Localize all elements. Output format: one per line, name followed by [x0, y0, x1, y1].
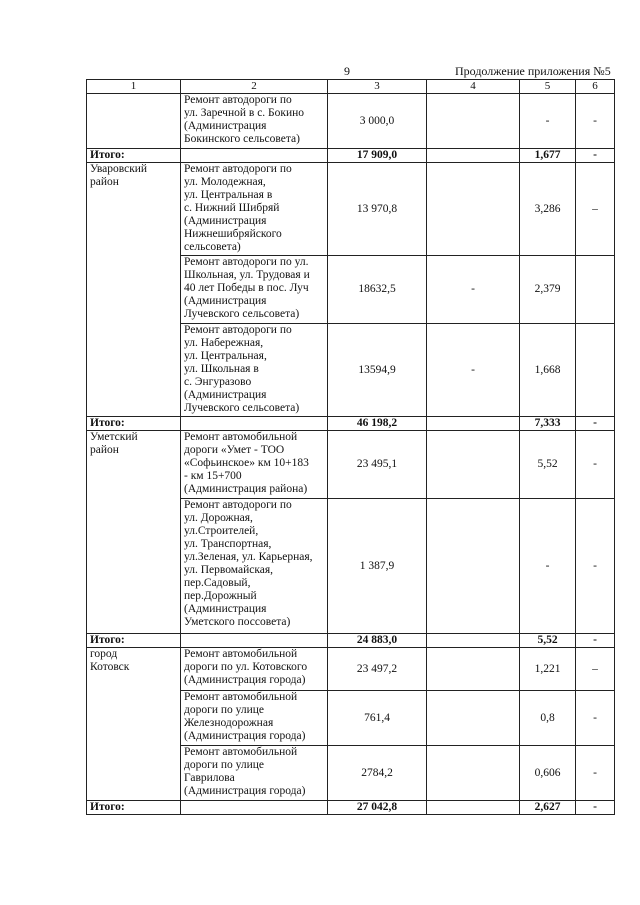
col4-cell	[427, 691, 520, 746]
description-line: Ремонт автодороги по	[184, 324, 292, 336]
description-line: ул. Набережная,	[184, 337, 264, 349]
work-description	[181, 648, 328, 691]
amount-cell: 3 000,0	[328, 94, 427, 149]
table-row	[87, 648, 615, 691]
work-description	[181, 94, 328, 149]
col6-cell: –	[576, 648, 615, 691]
description-line: (Администрация	[184, 120, 267, 132]
work-description	[181, 499, 328, 634]
description-line: - км 15+700	[184, 470, 242, 482]
total-row	[87, 149, 615, 163]
col6-cell	[576, 256, 615, 324]
description-line: (Администрация	[184, 603, 267, 615]
col6-cell: -	[576, 499, 615, 634]
total-col4	[427, 149, 520, 163]
total-row	[87, 801, 615, 815]
description-line: Железнодорожная	[184, 717, 274, 729]
col5-cell: 0,8	[520, 691, 576, 746]
region-cell	[87, 163, 181, 417]
total-col4	[427, 634, 520, 648]
page-number: 9	[344, 64, 350, 78]
total-col6: -	[576, 634, 615, 648]
table-row	[87, 94, 615, 149]
column-number: 2	[181, 80, 328, 94]
total-col6: -	[576, 149, 615, 163]
total-col4	[427, 801, 520, 815]
table-row	[87, 163, 615, 256]
description-line: Ремонт автомобильной	[184, 691, 298, 703]
total-col5: 1,677	[520, 149, 576, 163]
description-line: (Администрация города)	[184, 730, 306, 742]
col4-cell	[427, 648, 520, 691]
col4-cell: -	[427, 256, 520, 324]
col4-cell	[427, 746, 520, 801]
description-line: пер.Дорожный	[184, 590, 257, 602]
total-label: Итого:	[87, 149, 181, 163]
total-col5: 2,627	[520, 801, 576, 815]
total-col4	[427, 417, 520, 431]
description-line: ул. Заречной в с. Бокино	[184, 107, 305, 119]
total-col6: -	[576, 801, 615, 815]
description-line: (Администрация	[184, 215, 267, 227]
description-line: Ремонт автомобильной	[184, 746, 298, 758]
total-empty-cell	[181, 634, 328, 648]
description-line: Уметского поссовета)	[184, 616, 291, 628]
region-line: район	[90, 176, 119, 188]
description-line: Ремонт автодороги по	[184, 163, 292, 175]
amount-cell: 13 970,8	[328, 163, 427, 256]
amount-cell: 18632,5	[328, 256, 427, 324]
description-line: сельсовета)	[184, 241, 241, 253]
total-label: Итого:	[87, 417, 181, 431]
total-empty-cell	[181, 801, 328, 815]
description-line: (Администрация	[184, 295, 267, 307]
description-line: ул.Строителей,	[184, 525, 259, 537]
description-line: пер.Садовый,	[184, 577, 251, 589]
col5-cell: 3,286	[520, 163, 576, 256]
description-line: Ремонт автомобильной	[184, 431, 298, 443]
col5-cell: 1,668	[520, 324, 576, 417]
description-line: (Администрация района)	[184, 483, 308, 495]
work-description	[181, 256, 328, 324]
total-row	[87, 634, 615, 648]
region-cell	[87, 94, 181, 149]
column-number: 4	[427, 80, 520, 94]
column-number: 6	[576, 80, 615, 94]
col5-cell: 1,221	[520, 648, 576, 691]
continuation-label: Продолжение приложения №5	[455, 64, 611, 78]
col4-cell	[427, 163, 520, 256]
total-label: Итого:	[87, 801, 181, 815]
region-line: Уваровский	[90, 163, 148, 175]
description-line: ул. Дорожная,	[184, 512, 253, 524]
column-number: 1	[87, 80, 181, 94]
description-line: ул.Зеленая, ул. Карьерная,	[184, 551, 313, 563]
description-line: Ремонт автодороги по	[184, 499, 292, 511]
work-description	[181, 163, 328, 256]
description-line: (Администрация	[184, 389, 267, 401]
description-line: ул. Первомайская,	[184, 564, 274, 576]
total-amount: 24 883,0	[328, 634, 427, 648]
col5-cell: 2,379	[520, 256, 576, 324]
total-amount: 27 042,8	[328, 801, 427, 815]
col4-cell	[427, 431, 520, 499]
region-line: Котовск	[90, 661, 130, 673]
description-line: с. Нижний Шибряй	[184, 202, 280, 214]
description-line: дороги по улице	[184, 759, 265, 771]
description-line: дороги по улице	[184, 704, 265, 716]
col6-cell: -	[576, 691, 615, 746]
total-row	[87, 417, 615, 431]
total-col5: 7,333	[520, 417, 576, 431]
description-line: Ремонт автодороги по	[184, 94, 292, 106]
amount-cell: 23 497,2	[328, 648, 427, 691]
table-row	[87, 431, 615, 499]
description-line: Ремонт автодороги по ул.	[184, 256, 309, 268]
amount-cell: 761,4	[328, 691, 427, 746]
col5-cell: -	[520, 94, 576, 149]
col5-cell: 5,52	[520, 431, 576, 499]
description-line: Ремонт автомобильной	[184, 648, 298, 660]
description-line: (Администрация города)	[184, 785, 306, 797]
description-line: ул. Транспортная,	[184, 538, 272, 550]
description-line: (Администрация города)	[184, 674, 306, 686]
column-number: 3	[328, 80, 427, 94]
description-line: Бокинского сельсовета)	[184, 133, 300, 145]
amount-cell: 2784,2	[328, 746, 427, 801]
description-line: с. Энгуразово	[184, 376, 252, 388]
col6-cell	[576, 324, 615, 417]
region-line: Уметский	[90, 431, 138, 443]
region-line: район	[90, 444, 119, 456]
description-line: Лучевского сельсовета)	[184, 308, 300, 320]
col5-cell: 0,606	[520, 746, 576, 801]
total-label: Итого:	[87, 634, 181, 648]
work-description	[181, 431, 328, 499]
total-amount: 46 198,2	[328, 417, 427, 431]
amount-cell: 13594,9	[328, 324, 427, 417]
total-empty-cell	[181, 149, 328, 163]
description-line: ул. Молодежная,	[184, 176, 266, 188]
region-cell	[87, 648, 181, 801]
description-line: Школьная, ул. Трудовая и	[184, 269, 310, 281]
total-col6: -	[576, 417, 615, 431]
description-line: Гаврилова	[184, 772, 235, 784]
col6-cell: -	[576, 431, 615, 499]
col6-cell: -	[576, 94, 615, 149]
column-number-row	[87, 80, 615, 94]
description-line: Лучевского сельсовета)	[184, 402, 300, 414]
description-line: дороги «Умет - ТОО	[184, 444, 285, 456]
region-cell	[87, 431, 181, 634]
description-line: Нижнешибряйского	[184, 228, 282, 240]
description-line: ул. Центральная в	[184, 189, 273, 201]
col6-cell: –	[576, 163, 615, 256]
description-line: дороги по ул. Котовского	[184, 661, 308, 673]
amount-cell: 23 495,1	[328, 431, 427, 499]
region-line: город	[90, 648, 118, 660]
description-line: «Софьинское» км 10+183	[184, 457, 309, 469]
col4-cell: -	[427, 324, 520, 417]
total-amount: 17 909,0	[328, 149, 427, 163]
col6-cell: -	[576, 746, 615, 801]
description-line: ул. Центральная,	[184, 350, 267, 362]
amount-cell: 1 387,9	[328, 499, 427, 634]
work-description	[181, 324, 328, 417]
col5-cell: -	[520, 499, 576, 634]
total-empty-cell	[181, 417, 328, 431]
description-line: ул. Школьная в	[184, 363, 259, 375]
total-col5: 5,52	[520, 634, 576, 648]
work-description	[181, 691, 328, 746]
col4-cell	[427, 499, 520, 634]
col4-cell	[427, 94, 520, 149]
column-number: 5	[520, 80, 576, 94]
work-description	[181, 746, 328, 801]
description-line: 40 лет Победы в пос. Луч	[184, 282, 309, 294]
budget-table	[86, 79, 615, 815]
